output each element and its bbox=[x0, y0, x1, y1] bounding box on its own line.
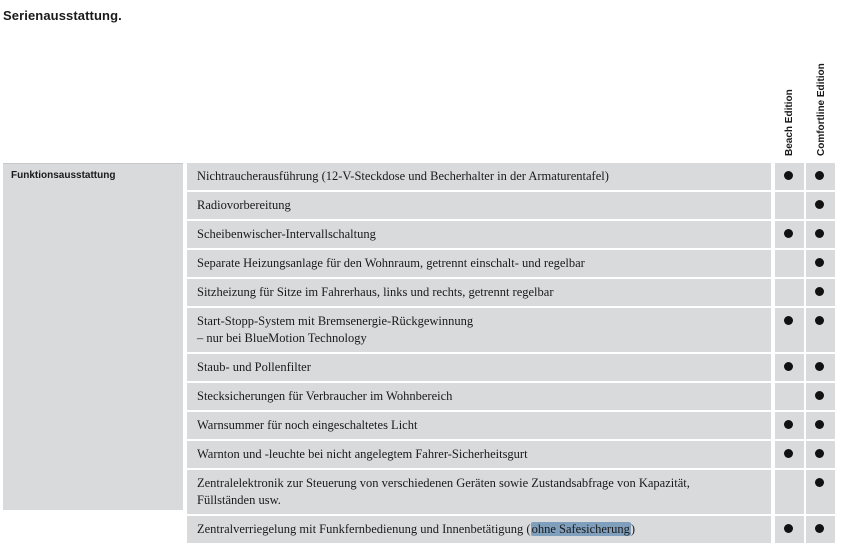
feature-description bbox=[187, 516, 771, 543]
feature-text: Sitzheizung für Sitze im Fahrerhaus, links und rechts, getrennt regelbar bbox=[197, 285, 554, 299]
table-row bbox=[187, 163, 838, 192]
feature-text: Zentralverriegelung mit Funkfernbedienung und Innenbetätigung ( bbox=[197, 522, 531, 536]
availability-cell-comfortline bbox=[804, 192, 835, 219]
category-label: Funktionsausstattung bbox=[11, 170, 116, 181]
availability-cell-beach bbox=[773, 383, 804, 410]
standard-equipment-dot-icon bbox=[815, 171, 824, 180]
feature-description bbox=[187, 441, 771, 468]
column-header-label: Comfortline Edition bbox=[816, 63, 827, 156]
feature-text: Warnsummer für noch eingeschaltetes Licht bbox=[197, 418, 418, 432]
standard-equipment-dot-icon bbox=[815, 524, 824, 533]
availability-cell-beach bbox=[773, 354, 804, 381]
table-row bbox=[187, 441, 838, 470]
availability-cell-comfortline bbox=[804, 412, 835, 439]
column-header-label: Beach Edition bbox=[784, 89, 795, 156]
feature-text: Radiovorbereitung bbox=[197, 198, 291, 212]
availability-cell-beach bbox=[773, 192, 804, 219]
feature-text: Start-Stopp-System mit Bremsenergie-Rückgewinnung bbox=[197, 314, 474, 328]
feature-description bbox=[187, 470, 771, 514]
feature-description bbox=[187, 308, 771, 352]
feature-text: Nichtraucherausführung (12-V-Steckdose und Becherhalter in der Armaturentafel) bbox=[197, 169, 609, 183]
feature-text: ) bbox=[630, 522, 635, 536]
feature-text: Separate Heizungsanlage für den Wohnraum, getrennt einschalt- und regelbar bbox=[197, 256, 585, 270]
feature-text: Zentralelektronik zur Steuerung von verschiedenen Geräten sowie Zustandsabfrage von Kapazität, bbox=[197, 476, 690, 490]
availability-cell-beach bbox=[773, 279, 804, 306]
availability-cell-beach bbox=[773, 412, 804, 439]
standard-equipment-dot-icon bbox=[815, 229, 824, 238]
standard-equipment-dot-icon bbox=[815, 316, 824, 325]
table-row bbox=[187, 308, 838, 354]
feature-description bbox=[187, 354, 771, 381]
availability-cell-beach bbox=[773, 516, 804, 543]
standard-equipment-dot-icon bbox=[815, 258, 824, 267]
table-row bbox=[187, 412, 838, 441]
standard-equipment-dot-icon bbox=[784, 171, 793, 180]
feature-text: – nur bei BlueMotion Technology bbox=[197, 331, 367, 345]
feature-description bbox=[187, 250, 771, 277]
feature-text: Füllständen usw. bbox=[197, 493, 281, 507]
availability-cell-comfortline bbox=[804, 354, 835, 381]
availability-cell-beach bbox=[773, 470, 804, 514]
availability-cell-comfortline bbox=[804, 383, 835, 410]
standard-equipment-dot-icon bbox=[815, 200, 824, 209]
standard-equipment-dot-icon bbox=[784, 229, 793, 238]
category-cell bbox=[3, 163, 183, 510]
availability-cell-comfortline bbox=[804, 221, 835, 248]
availability-cell-beach bbox=[773, 308, 804, 352]
feature-description bbox=[187, 412, 771, 439]
standard-equipment-dot-icon bbox=[784, 524, 793, 533]
availability-cell-comfortline bbox=[804, 250, 835, 277]
feature-text: Scheibenwischer-Intervallschaltung bbox=[197, 227, 376, 241]
availability-cell-comfortline bbox=[804, 163, 835, 190]
standard-equipment-dot-icon bbox=[784, 316, 793, 325]
availability-cell-comfortline bbox=[804, 516, 835, 543]
standard-equipment-dot-icon bbox=[815, 449, 824, 458]
table-row bbox=[187, 279, 838, 308]
availability-cell-beach bbox=[773, 163, 804, 190]
highlighted-text: ohne Safesicherung bbox=[531, 522, 630, 536]
availability-cell-comfortline bbox=[804, 308, 835, 352]
table-row bbox=[187, 221, 838, 250]
standard-equipment-dot-icon bbox=[815, 420, 824, 429]
standard-equipment-dot-icon bbox=[784, 449, 793, 458]
feature-text: Warnton und -leuchte bei nicht angelegtem Fahrer-Sicherheitsgurt bbox=[197, 447, 528, 461]
standard-equipment-dot-icon bbox=[815, 287, 824, 296]
availability-cell-beach bbox=[773, 441, 804, 468]
availability-cell-beach bbox=[773, 250, 804, 277]
table-row bbox=[187, 250, 838, 279]
table-row bbox=[187, 383, 838, 412]
table-row bbox=[187, 470, 838, 516]
feature-description bbox=[187, 279, 771, 306]
feature-description bbox=[187, 163, 771, 190]
availability-cell-comfortline bbox=[804, 279, 835, 306]
page-title: Serienausstattung. bbox=[3, 8, 122, 23]
column-header-beach-edition bbox=[774, 26, 804, 156]
standard-equipment-dot-icon bbox=[784, 420, 793, 429]
feature-text: Staub- und Pollenfilter bbox=[197, 360, 311, 374]
feature-table bbox=[187, 163, 838, 545]
standard-equipment-dot-icon bbox=[815, 478, 824, 487]
feature-description bbox=[187, 383, 771, 410]
feature-description bbox=[187, 192, 771, 219]
feature-text: Stecksicherungen für Verbraucher im Wohnbereich bbox=[197, 389, 453, 403]
feature-description bbox=[187, 221, 771, 248]
table-row bbox=[187, 192, 838, 221]
standard-equipment-dot-icon bbox=[815, 391, 824, 400]
standard-equipment-dot-icon bbox=[784, 362, 793, 371]
column-header-comfortline-edition bbox=[806, 26, 836, 156]
table-row bbox=[187, 354, 838, 383]
availability-cell-comfortline bbox=[804, 470, 835, 514]
table-row bbox=[187, 516, 838, 545]
standard-equipment-dot-icon bbox=[815, 362, 824, 371]
availability-cell-beach bbox=[773, 221, 804, 248]
availability-cell-comfortline bbox=[804, 441, 835, 468]
